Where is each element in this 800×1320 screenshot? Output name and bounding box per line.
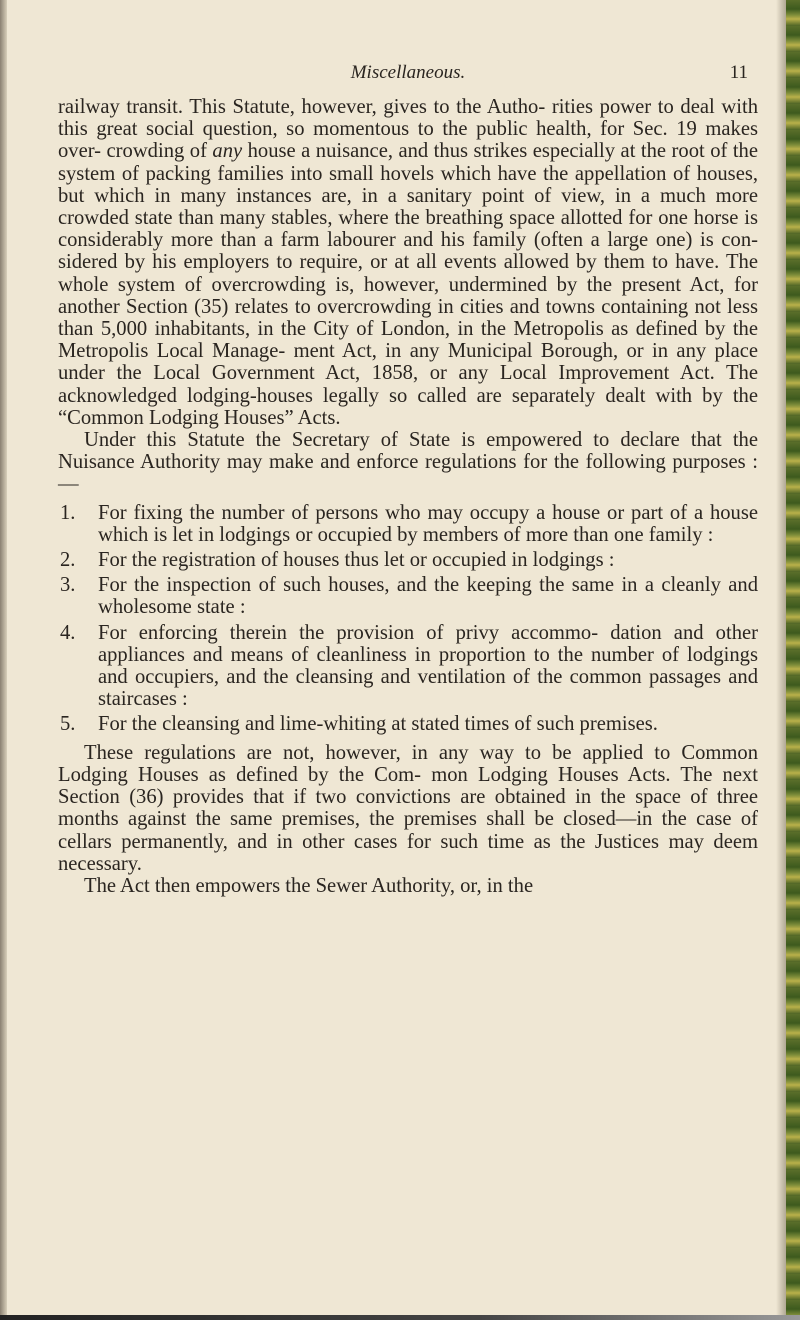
- purposes-list: [58, 502, 758, 736]
- paragraph-sewer-authority: The Act then empowers the Sewer Authority, or, in the: [84, 874, 534, 897]
- list-item-number: 2.: [60, 549, 76, 572]
- list-item: [58, 574, 758, 618]
- list-item-text: For the cleansing and lime-whiting at stated times of such premises.: [98, 713, 658, 736]
- list-item: [58, 713, 758, 735]
- paragraph-common-lodging: These regulations are not, however, in any way to be applied to Common Lodging Houses as defined by the Com- mon Lodging Houses Acts. The next Section (36) provides that if two convictions are obtained in the space of three months against the same premises, the premises shall be closed—in the case of cellars permanently, and in other cases for such time as the Justices may deem necessary.: [58, 741, 758, 875]
- list-item-text: For enforcing therein the provision of privy accommo- dation and other appliances and means of cleanliness in proportion to the number of lodgings and occupiers, and the cleansing and ventilation of the common passages and staircases :: [98, 621, 758, 711]
- running-head-title: Miscellaneous.: [350, 62, 466, 83]
- list-item-number: 3.: [60, 574, 76, 597]
- page-number: 11: [729, 62, 748, 83]
- page-left-edge: [0, 0, 7, 1320]
- binding-shadow: [776, 0, 786, 1320]
- body-text: [58, 96, 758, 897]
- book-page: [58, 62, 758, 897]
- list-item-text: For the registration of houses thus let or occupied in lodgings :: [98, 549, 615, 572]
- list-item: [58, 502, 758, 546]
- paragraph-continued: railway transit. This Statute, however, gives to the Autho- rities power to deal with this great social question, so momentous to the public health, for Sec. 19 makes over- crowding of any house a nuisance, and thus strikes especially at the root of the system of packing families into small hovels which have the appellation of houses, but which in many instances are, in a sanitary point of view, in a much more crowded state than many stables, where the breathing space allotted for one horse is considerably more than a farm labourer and his family (often a large one) is con- sidered by his employers to require, or at all events allowed by them to have. The whole system of overcrowding is, however, undermined by the present Act, for another Section (35) relates to overcrowding in cities and towns containing not less than 5,000 inhabitants, in the City of London, in the Metropolis as defined by the Metropolis Local Manage- ment Act, in any Municipal Borough, or in any place under the Local Government Act, 1858, or any Local Improvement Act. The acknowledged lodging-houses legally so called are separately dealt with by the “Common Lodging Houses” Acts.: [58, 96, 758, 429]
- list-item-text: For the inspection of such houses, and the keeping the same in a cleanly and wholesome state :: [98, 574, 758, 619]
- paragraph-regulations-intro: Under this Statute the Secretary of State is empowered to declare that the Nuisance Authority may make and enforce regulations for the following purposes :—: [58, 429, 758, 496]
- emphasis-any: any: [212, 140, 243, 163]
- list-item-text: For fixing the number of persons who may occupy a house or part of a house which is let in lodgings or occupied by members of more than one family :: [98, 501, 758, 546]
- book-spine-edge: [786, 0, 800, 1320]
- list-item: [58, 549, 758, 571]
- page-bottom-edge: [0, 1315, 800, 1320]
- list-item: [58, 622, 758, 711]
- list-item-number: 5.: [60, 713, 76, 736]
- running-head: [58, 62, 758, 96]
- list-item-number: 1.: [60, 501, 76, 524]
- list-item-number: 4.: [60, 621, 76, 644]
